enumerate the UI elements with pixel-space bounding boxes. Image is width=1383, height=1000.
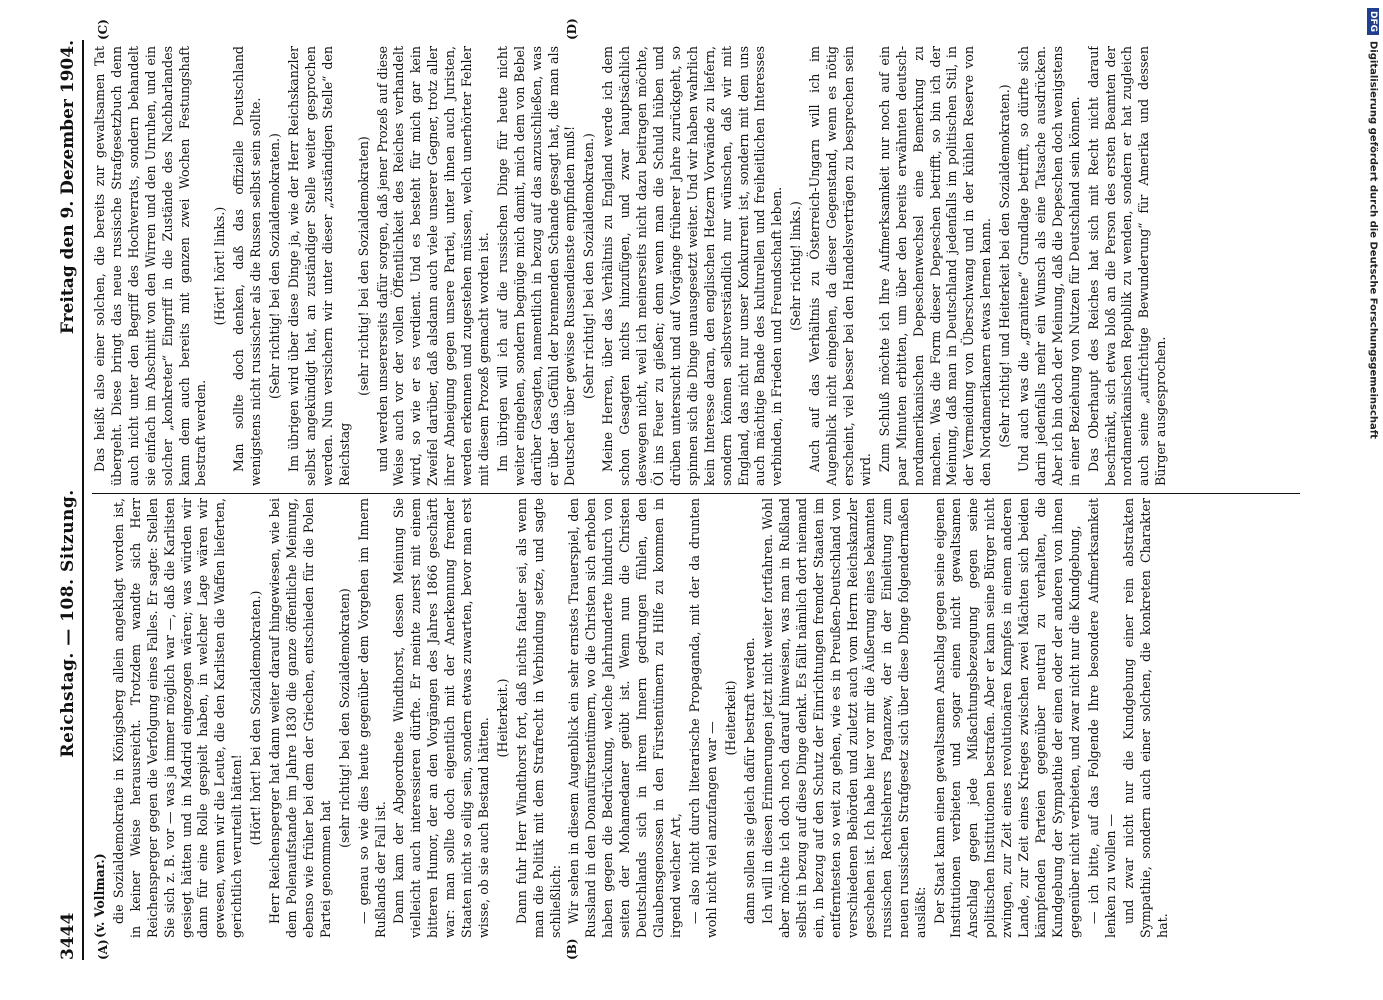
paragraph: Im übrigen will ich auf die russischen Dinge für heute nicht weiter eingehen, sondern begnüge mich damit, mich dem von Bebel darüber Gesagten, namentlich in bezug auf das anzuschließen, was er über das Gefühl der brennenden Schande gesagt hat, die man als Deutscher über gewisse Russendienste empfinden muß! xyxy=(494,46,578,486)
paragraph: und werden unsererseits dafür sorgen, daß jener Prozeß auf diese Weise auch vor der vollen Öffentlichkeit des Reiches verhandelt wird, so wie er es verdient. Und es besteht für mich gar kein Zweifel darüber, daß alsdann auch viele unserer Gegner, trotz aller ihrer Abneigung gegen unsere Partei, unter ihnen auch Juristen, werden erkennen und zugestehen müssen, welch unerhörter Fehler mit diesem Prozeß gemacht worden ist. xyxy=(374,46,491,486)
paragraph: (sehr richtig! bei den Sozialdemokraten) xyxy=(355,136,371,396)
paragraph: (sehr richtig! bei den Sozialdemokraten) xyxy=(336,588,352,848)
paragraph: Das heißt also einer solchen, die bereits zur gewaltsamen Tat übergeht. Diese bringt das neue russische Strafgesetzbuch denn auch nicht unter den Begriff des Hochverrats, sondern behandelt sie einfach im Abschnitt von den Wirren und den Unruhen, und ein solcher „konkreter“ Eingriff in die Zustände des Nachbarlandes kann dem auch bereits mit ganzen zwei Wochen Festungshaft bestraft werden. xyxy=(92,46,209,486)
margin-marker-d: (D) xyxy=(565,18,579,40)
paragraph: Zum Schluß möchte ich Ihre Aufmerksamkeit nur noch auf ein paar Minuten erbitten, um über den bereits erwähnten deutsch-nordamerikanischen Depeschenwechsel eine Bemerkung zu machen. Was die Form dieser Depeschen betrifft, so bin ich der Meinung, daß man in Deutschland jedenfalls im politischen Stil, in der Vermeidung von Überschwang und in der kühlen Reserve von den Nordamerikanern etwas lernen kann. xyxy=(876,46,994,486)
margin-marker-b: (B) xyxy=(565,938,579,960)
paragraph: (Sehr richtig! bei den Sozialdemokraten.) xyxy=(581,133,597,399)
paragraph: (Sehr richtig! bei den Sozialdemokraten.) xyxy=(267,133,283,399)
margin-marker-a: (A) xyxy=(96,939,110,960)
paragraph: die Sozialdemokratie in Königsberg allein angeklagt worden ist, in keiner Weise herausreicht. Trotzdem wandte sich Herr Reichensperger gegen die Verfolgung eines Falles. Er sagte: Stellen Sie sich z. B. vor — was ja immer möglich war —, daß die Karlisten gesiegt hätten und in Madrid eingezogen wären; was würden wir dann für eine Rolle gespielt haben, in welcher Lage wären wir gewesen, wenn wir die Leute, die den Karlisten die Waffen lieferten, gerichtlich verurteilt hätten! xyxy=(110,498,245,938)
session-date: Freitag den 9. Dezember 1904. xyxy=(58,40,78,335)
paragraph: (Heiterkeit) xyxy=(722,680,738,756)
paragraph: und zwar nicht nur die Kundgebung einer rein abstrakten Sympathie, sondern auch einer solchen, die konkreten Charakter hat. xyxy=(1121,498,1171,938)
dfg-logo: DFG xyxy=(1367,8,1379,35)
paragraph: — genau so wie dies heute gegenüber dem Vorgehen im Innern Rußlands der Fall ist. xyxy=(355,498,388,938)
paragraph: Dann kam der Abgeordnete Windthorst, dessen Meinung Sie vielleicht auch interessieren dürfte. Er meinte zuerst mit einem bitteren Humor, der an den Vorgängen des Jahres 1866 geschärft war: man sollte doch eigentlich mit der Anerkennung fremder Staaten nicht so eilig sein, sondern etwas zuwarten, bevor man erst wisse, ob sie auch Bestand hätten. xyxy=(391,498,491,938)
paragraph: Ich will in diesen Erinnerungen jetzt nicht weiter fortfahren. Wohl aber möchte ich doch noch darauf hinweisen, was man in Rußland selbst in bezug auf diese Dinge denkt. Es fällt nämlich dort niemand ein, in bezug auf den Schutz der Einrichtungen fremder Staaten im entferntesten so weit zu gehen, wie es in Preußen-Deutschland von verschiedenen Behörden und zuletzt auch vom Herrn Reichskanzler geschehen ist. Ich habe hier vor mir die Äußerung eines bekannten russischen Rechtslehrers Paganzew, der in der Einleitung zum neuen russischen Strafgesetz sich über diese Dinge folgendermaßen ausläßt: xyxy=(760,498,928,938)
page-header xyxy=(48,40,84,960)
left-column xyxy=(92,498,1302,938)
paragraph: Herr Reichensperger hat dann weiter darauf hingewiesen, wie bei dem Polenaufstande im Jahre 1830 die ganze öffentliche Meinung, ebenso wie früher bei dem der Griechen, entschieden für die Polen Partei genommen hat xyxy=(267,498,333,938)
paragraph: (Hört! hört! links.) xyxy=(212,206,228,326)
margin-marker-c: (C) xyxy=(96,19,110,40)
paragraph: Der Staat kann einen gewaltsamen Anschlag gegen seine eigenen Institutionen verbieten und sogar einen nicht gewaltsamen Anschlag gegen jede Mißachtungsbezeugung gegen seine politischen Institutionen bestrafen. Aber er kann seine Bürger nicht zwingen, zur Zeit eines revolutionären Kampfes in einem anderen Lande, zur Zeit eines Krieges zwischen zwei Mächten sich beiden kämpfenden Parteien gegenüber neutral zu verhalten, die Kundgebung der Sympathie der einen oder der anderen von ihnen gegenüber nicht verbieten, und zwar nicht nur die Kundgebung, xyxy=(931,498,1082,938)
paragraph: Meine Herren, über das Verhältnis zu England werde ich dem schon Gesagten nichts hinzufügen, und zwar hauptsächlich deswegen nicht, weil ich meinerseits nicht dazu beitragen möchte, Öl ins Feuer zu gießen; denn wenn man die Schuld hüben und drüben untersucht und auf Vorgänge früherer Jahre zurückgeht, so spinnen sich die Dinge unausgesetzt weiter. Und wir haben wahrlich kein Interesse daran, den englischen Hetzern Vorwände zu liefern, sondern können selbstverständlich nur wünschen, daß wir mit England, das nicht nur unser Konkurrent ist, sondern mit dem uns auch mächtige Bande des kulturellen und freiheitlichen Interesses verbinden, in Frieden und Freundschaft leben. xyxy=(600,46,785,486)
paragraph: Im übrigen wird über diese Dinge ja, wie der Herr Reichskanzler selbst angekündigt hat, an zuständiger Stelle weiter gesprochen werden. Nun versichern wir unter dieser „zuständigen Stelle“ den Reichstag xyxy=(285,46,352,486)
session-title: Reichstag. — 108. Sitzung. xyxy=(58,489,78,758)
paragraph: Das Oberhaupt des Reiches hat sich mit Recht nicht darauf beschränkt, sich etwa bloß an die Person des ersten Beamten der nordamerikanischen Republik zu wenden, sondern er hat zugleich auch seine „aufrichtige Bewunderung“ für Amerika und dessen Bürger ausgesprochen. xyxy=(1085,46,1169,486)
paragraph: (Hört! hört! bei den Sozialdemokraten.) xyxy=(248,590,264,846)
paragraph: (Sehr richtig! links.) xyxy=(788,201,804,331)
page-number: 3444 xyxy=(58,912,78,960)
left-paragraphs xyxy=(111,498,1172,938)
paragraph: Und auch was die „granitene“ Grundlage betrifft, so dürfte sich darin jedenfalls mehr ein Wunsch als eine Tatsache ausdrücken. Aber ich bin doch der Meinung, daß die Depeschen doch wenigstens in einer Beziehung von Nutzen für Deutschland sein können. xyxy=(1016,46,1082,486)
paragraph: (Heiterkeit.) xyxy=(494,678,510,758)
credit-text: Digitalisierung gefördert durch die Deutsche Forschungsgemeinschaft xyxy=(1367,41,1379,439)
paragraph: Auch auf das Verhältnis zu Österreich-Ungarn will ich im Augenblick nicht eingehen, da dieser Gegenstand, wenn es nötig erscheint, viel besser bei den Handelsverträgen zu besprechen sein wird. xyxy=(807,46,873,486)
paragraph: Wir sehen in diesem Augenblick ein sehr ernstes Trauerspiel, den Russland in den Donaufürstentümern, wo die Christen sich erhoben haben gegen die Bedrückung, welche Jahrhunderte hindurch von seiten der Mohamedaner geübt ist. Wenn nun die Christen Deutschlands sich in ihrem Innern gedrungen fühlen, den Glaubensgenossen in den Fürstentümern zu Hilfe zu kommen in irgend welcher Art, xyxy=(566,498,683,938)
digitization-credit xyxy=(1367,8,1379,439)
paragraph: — also nicht durch literarische Propaganda, mit der da drunten wohl nicht viel anzufangen war — xyxy=(686,498,719,938)
paragraph: — ich bitte, auf das Folgende Ihre besondere Aufmerksamkeit lenken zu wollen — xyxy=(1085,498,1118,938)
column-divider xyxy=(92,493,1300,494)
speaker-label: (v. Vollmar.) xyxy=(92,853,107,938)
paragraph: Man sollte doch denken, daß das offizielle Deutschland wenigstens nicht russischer als die Russen selbst sein sollte. xyxy=(231,46,264,486)
paragraph: dann sollen sie gleich dafür bestraft werden. xyxy=(741,637,757,924)
paragraph: Dann fuhr Herr Windthorst fort, daß nichts fataler sei, als wenn man die Politik mit dem Strafrecht in Verbindung setze, und sagte schließlich: xyxy=(513,498,563,938)
right-column xyxy=(92,46,1302,486)
paragraph: (Sehr richtig! und Heiterkeit bei den Sozialdemokraten.) xyxy=(997,84,1013,448)
right-paragraphs xyxy=(92,46,1170,486)
